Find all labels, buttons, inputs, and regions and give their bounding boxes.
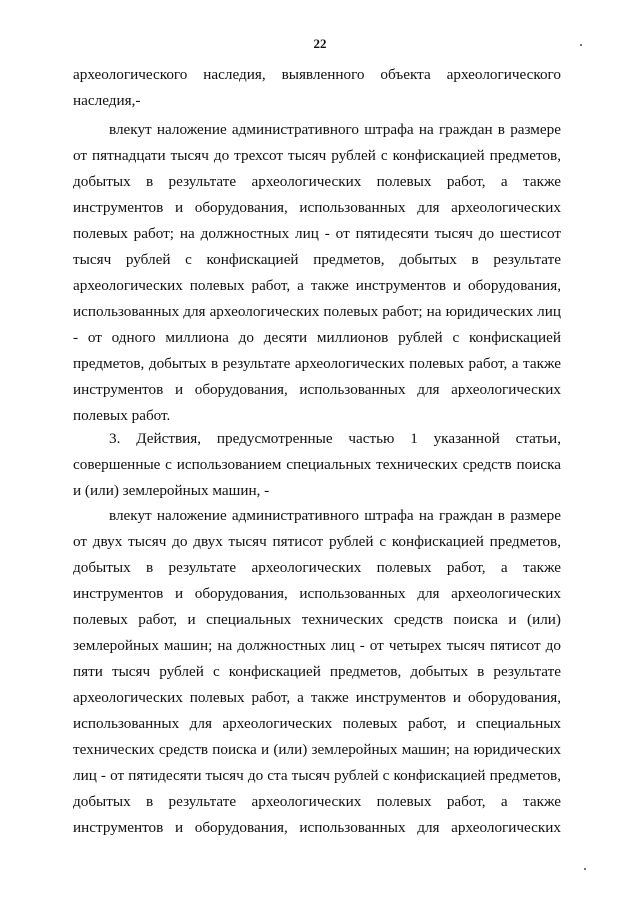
text-line: археологического наследия, выявленного объекта археологического [73,66,561,83]
scan-speck [584,868,586,870]
text-line: 3. Действия, предусмотренные частью 1 указанной статьи, [109,430,561,447]
paragraph-part-3 [73,426,561,504]
text-line: полевых работ; на должностных лиц - от пятидесяти тысяч до шестисот [73,225,561,242]
text-line: полевых работ, и специальных технических средств поиска и (или) [73,611,561,628]
text-line: использованных для археологических полевых работ; на юридических лиц [73,303,561,320]
text-line: землеройных машин; на должностных лиц - от четырех тысяч пятисот до [73,637,561,654]
text-line: инструментов и оборудования, использованных для археологических [73,585,561,602]
text-line: использованных для археологических полевых работ, и специальных [73,715,561,732]
scan-speck [580,44,582,46]
text-line: археологических полевых работ, а также инструментов и оборудования, [73,689,561,706]
text-line: добытых в результате археологических полевых работ, а также [73,173,561,190]
paragraph-penalty-1 [73,117,561,429]
text-line: - от одного миллиона до десяти миллионов рублей с конфискацией [73,329,561,346]
text-line: полевых работ. [73,407,171,424]
text-line: лиц - от пятидесяти тысяч до ста тысяч рублей с конфискацией предметов, [73,767,561,784]
text-line: инструментов и оборудования, использованных для археологических [73,819,561,836]
paragraph-continuation [73,62,561,114]
text-line: инструментов и оборудования, использованных для археологических [73,381,561,398]
text-line: пяти тысяч рублей с конфискацией предметов, добытых в результате [73,663,561,680]
text-line: инструментов и оборудования, использованных для археологических [73,199,561,216]
text-line: добытых в результате археологических полевых работ, а также [73,793,561,810]
text-line: предметов, добытых в результате археологических полевых работ, а также [73,355,561,372]
text-line: добытых в результате археологических полевых работ, а также [73,559,561,576]
text-line: и (или) землеройных машин, - [73,482,270,499]
text-line: технических средств поиска и (или) землеройных машин; на юридических [73,741,561,758]
text-line: наследия,- [73,92,141,109]
text-line: археологических полевых работ, а также инструментов и оборудования, [73,277,561,294]
text-line: влекут наложение административного штрафа на граждан в размере [109,121,561,138]
text-line: от двух тысяч до двух тысяч пятисот рублей с конфискацией предметов, [73,533,561,550]
text-line: тысяч рублей с конфискацией предметов, добытых в результате [73,251,561,268]
page-number: 22 [313,36,327,51]
text-line: влекут наложение административного штрафа на граждан в размере [109,507,561,524]
paragraph-penalty-2 [73,503,561,841]
text-line: совершенные с использованием специальных технических средств поиска [73,456,561,473]
text-line: от пятнадцати тысяч до трехсот тысяч рублей с конфискацией предметов, [73,147,561,164]
